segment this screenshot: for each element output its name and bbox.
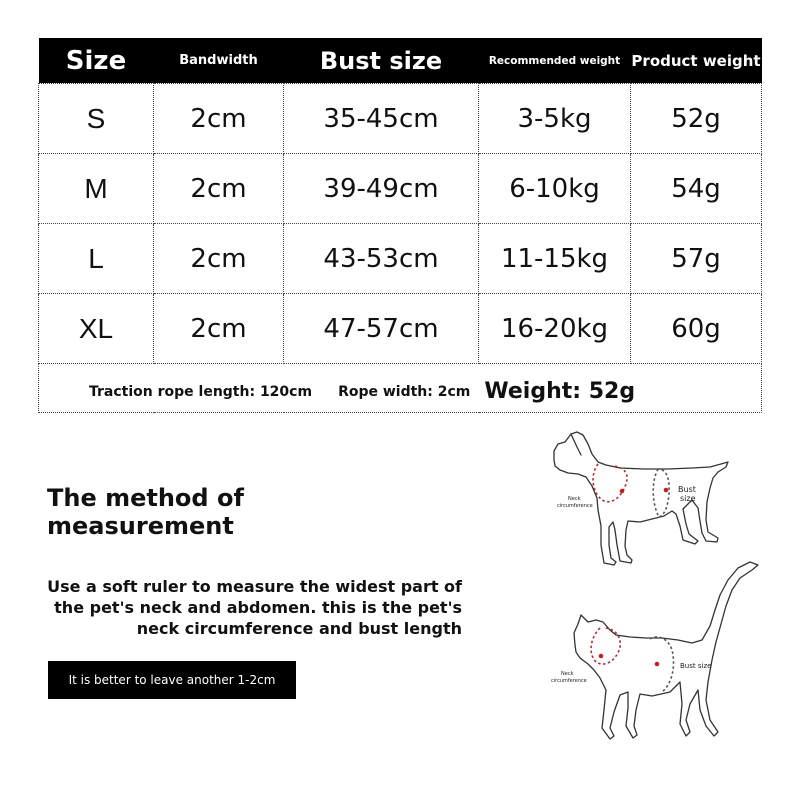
cell-product-weight: 60g: [631, 294, 762, 364]
cat-bust-marker: [655, 662, 660, 667]
cell-bandwidth: 2cm: [154, 84, 284, 154]
dog-neck-measure-line: [593, 464, 627, 502]
table-row: [39, 154, 762, 224]
table-footer-row: [39, 364, 762, 413]
dog-neck-label-line1: Neck: [568, 496, 581, 502]
dog-bust-label-line1: Bust: [678, 485, 696, 494]
header-recommended-weight: Recommended weight: [479, 38, 631, 84]
cat-outline-icon: [574, 562, 758, 739]
cell-size: L: [39, 224, 154, 294]
cell-product-weight: 54g: [631, 154, 762, 224]
cell-recommended-weight: 11-15kg: [479, 224, 631, 294]
cat-bust-measure-line: [650, 637, 674, 692]
dog-neck-label-line2: circumference: [557, 503, 593, 509]
header-product-weight: Product weight: [631, 38, 762, 84]
table-footer: [39, 364, 762, 413]
dog-bust-measure-line: [653, 469, 669, 517]
cell-product-weight: 57g: [631, 224, 762, 294]
cell-size: XL: [39, 294, 154, 364]
cat-neck-label-line2: circumference: [551, 678, 587, 684]
cell-bust-size: 47-57cm: [284, 294, 479, 364]
dog-bust-label-line2: size: [680, 494, 696, 503]
size-chart-header-row: [39, 38, 762, 84]
cell-size: M: [39, 154, 154, 224]
table-row: [39, 294, 762, 364]
total-weight-note: Weight: 52g: [484, 379, 636, 404]
rope-width-note: Rope width: 2cm: [338, 384, 471, 400]
header-size: Size: [39, 38, 154, 84]
dog-bust-marker: [664, 488, 669, 493]
header-bust-size: Bust size: [284, 38, 479, 84]
cell-bust-size: 35-45cm: [284, 84, 479, 154]
tip-badge: It is better to leave another 1-2cm: [48, 661, 296, 699]
table-row: [39, 84, 762, 154]
cat-neck-label-line1: Neck: [561, 671, 574, 677]
cell-recommended-weight: 6-10kg: [479, 154, 631, 224]
cell-product-weight: 52g: [631, 84, 762, 154]
cell-bandwidth: 2cm: [154, 224, 284, 294]
cell-bandwidth: 2cm: [154, 154, 284, 224]
measurement-instructions: Use a soft ruler to measure the widest part of the pet's neck and abdomen. this is the pet's neck circumference and bust length: [47, 577, 462, 638]
cat-neck-measure-line: [591, 628, 620, 664]
cell-bust-size: 43-53cm: [284, 224, 479, 294]
rope-length-note: Traction rope length: 120cm: [89, 384, 313, 400]
cell-size: S: [39, 84, 154, 154]
cell-bust-size: 39-49cm: [284, 154, 479, 224]
pet-measurement-illustrations: [540, 420, 760, 750]
dog-neck-marker: [620, 489, 625, 494]
cell-bandwidth: 2cm: [154, 294, 284, 364]
size-chart-table: [38, 38, 762, 413]
cell-recommended-weight: 16-20kg: [479, 294, 631, 364]
cell-recommended-weight: 3-5kg: [479, 84, 631, 154]
cat-bust-label: Bust size: [680, 662, 712, 670]
table-row: [39, 224, 762, 294]
cat-neck-marker: [599, 654, 604, 659]
header-bandwidth: Bandwidth: [154, 38, 284, 84]
method-title: The method of measurement: [47, 484, 244, 540]
